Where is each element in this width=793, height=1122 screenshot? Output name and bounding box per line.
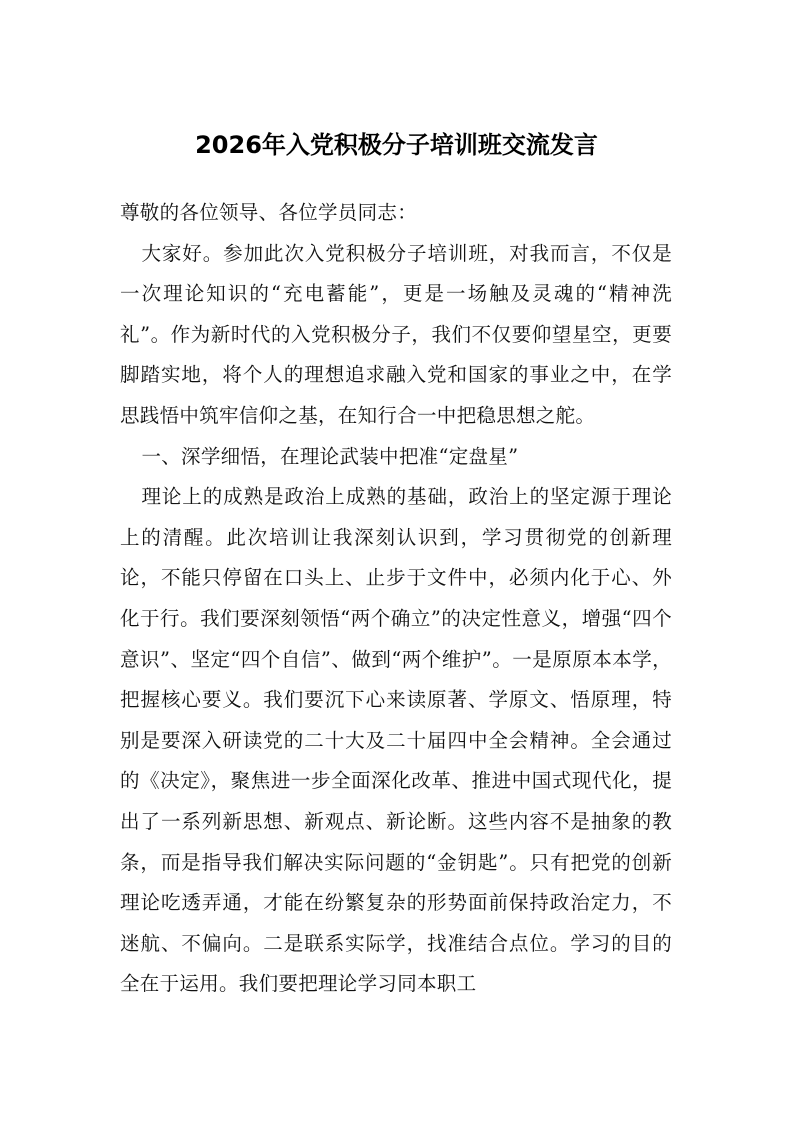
paragraph-intro: 大家好。参加此次入党积极分子培训班，对我而言，不仅是一次理论知识的“充电蓄能”，更是一场触及灵魂的“精神洗礼”。作为新时代的入党积极分子，我们不仅要仰望星空，更要脚踏实地，将个人的理想追求融入党和国家的事业之中，在学思践悟中筑牢信仰之基，在知行合一中把稳思想之舵。 — [120, 241, 672, 427]
section-heading-1: 一、深学细悟，在理论武装中把准“定盘星” — [141, 444, 519, 468]
document-title: 2026年入党积极分子培训班交流发言 — [195, 131, 598, 159]
salutation: 尊敬的各位领导、各位学员同志： — [120, 201, 418, 224]
paragraph-section-1: 理论上的成熟是政治上成熟的基础，政治上的坚定源于理论上的清醒。此次培训让我深刻认识到，学习贯彻党的创新理论，不能只停留在口头上、止步于文件中，必须内化于心、外化于行。我们要深刻领悟“两个确立”的决定性意义，增强“四个意识”、坚定“四个自信”、做到“两个维护”。一是原原本本学，把握核心要义。我们要沉下心来读原著、学原文、悟原理，特别是要深入研读党的二十大及二十届四中全会精神。全会通过的《决定》，聚焦进一步全面深化改革、推进中国式现代化，提出了一系列新思想、新观点、新论断。这些内容不是抽象的教条，而是指导我们解决实际问题的“金钥匙”。只有把党的创新理论吃透弄通，才能在纷繁复杂的形势面前保持政治定力，不迷航、不偏向。二是联系实际学，找准结合点位。学习的目的全在于运用。我们要把理论学习同本职工 — [120, 485, 672, 996]
document-body — [120, 193, 672, 1005]
